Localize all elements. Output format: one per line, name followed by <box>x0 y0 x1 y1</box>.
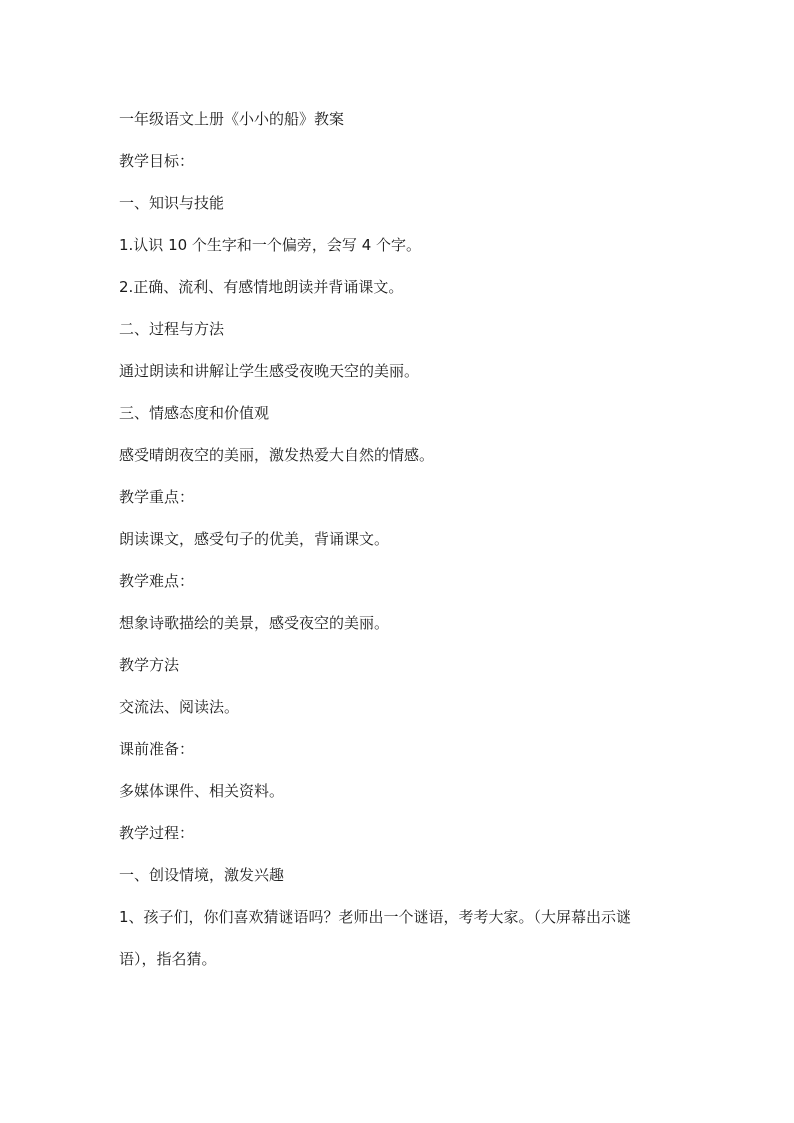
paragraph: 2.正确、流利、有感情地朗读并背诵课文。 <box>119 278 404 296</box>
subheading-knowledge-skills: 一、知识与技能 <box>119 194 225 212</box>
section-heading-objectives: 教学目标： <box>119 152 195 170</box>
paragraph: 交流法、阅读法。 <box>119 698 240 716</box>
paragraph: 1.认识 10 个生字和一个偏旁，会写 4 个字。 <box>119 236 422 254</box>
paragraph: 感受晴朗夜空的美丽，激发热爱大自然的情感。 <box>119 446 435 464</box>
section-heading-methods: 教学方法 <box>119 656 180 674</box>
subheading-emotion-values: 三、情感态度和价值观 <box>119 404 270 422</box>
paragraph: 通过朗读和讲解让学生感受夜晚天空的美丽。 <box>119 362 420 380</box>
document-title: 一年级语文上册《小小的船》教案 <box>119 110 345 128</box>
paragraph: 朗读课文，感受句子的优美，背诵课文。 <box>119 530 390 548</box>
section-heading-difficulties: 教学难点： <box>119 572 195 590</box>
section-heading-preparation: 课前准备： <box>119 740 195 758</box>
paragraph: 多媒体课件、相关资料。 <box>119 782 285 800</box>
paragraph: 想象诗歌描绘的美景，感受夜空的美丽。 <box>119 614 390 632</box>
subheading-process-method: 二、过程与方法 <box>119 320 225 338</box>
paragraph-continuation: 语），指名猜。 <box>119 950 217 968</box>
section-heading-key-points: 教学重点： <box>119 488 195 506</box>
paragraph: 1、孩子们，你们喜欢猜谜语吗？老师出一个谜语，考考大家。（大屏幕出示谜 <box>119 908 632 926</box>
section-heading-process: 教学过程： <box>119 824 195 842</box>
subheading-create-situation: 一、创设情境，激发兴趣 <box>119 866 285 884</box>
